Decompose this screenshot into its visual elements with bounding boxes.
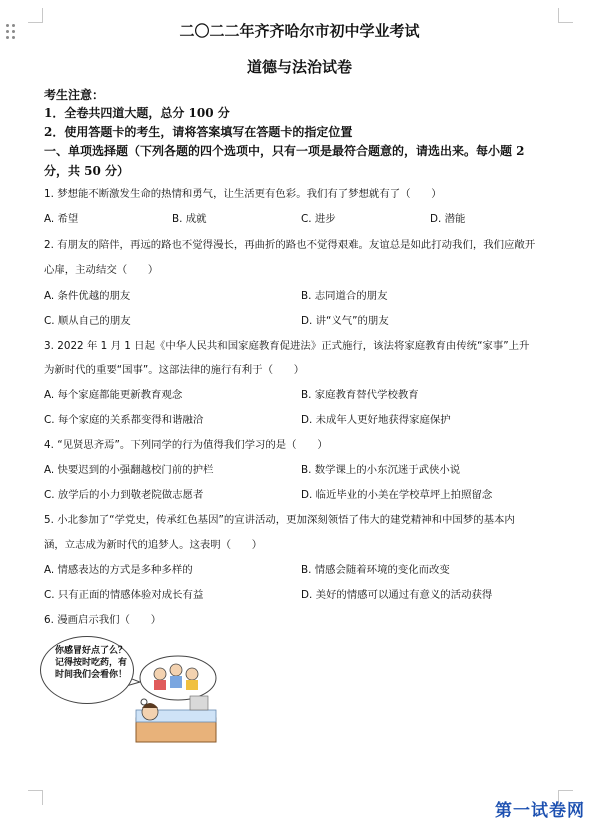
- question-1-option-c: C. 进步: [301, 213, 336, 225]
- question-1-option-b: B. 成就: [172, 213, 207, 225]
- question-3-option-a: A. 每个家庭都能更新教育观念: [44, 389, 183, 401]
- question-3-stem: 3. 2022 年 1 月 1 日起《中华人民共和国家庭教育促进法》正式施行，该法将家庭教育由传统“家事”上升: [44, 340, 530, 352]
- question-5-stem: 5. 小北参加了“学党史，传承红色基因”的宣讲活动，更加深刻领悟了伟大的建党精神和中国梦的基本内: [44, 514, 515, 526]
- site-logo[interactable]: 第一试卷网: [495, 801, 585, 821]
- notice-heading: 考生注意：: [44, 88, 105, 102]
- cartoon-illustration: [40, 636, 235, 746]
- question-2-option-c: C. 顺从自己的朋友: [44, 315, 131, 327]
- question-2-stem: 2. 有朋友的陪伴，再远的路也不觉得漫长，再曲折的路也不觉得艰难。友谊总是如此打动我们，我们应敞开: [44, 239, 536, 251]
- question-2-option-d: D. 讲“义气”的朋友: [301, 315, 389, 327]
- section-1-heading-cont: 分，共 50 分）: [44, 164, 130, 178]
- question-4-option-c: C. 放学后的小力到敬老院做志愿者: [44, 489, 204, 501]
- question-4-option-d: D. 临近毕业的小美在学校草坪上拍照留念: [301, 489, 493, 501]
- question-5-stem-cont: 涵，立志成为新时代的追梦人。这表明（ ）: [44, 539, 263, 551]
- question-2-option-a: A. 条件优越的朋友: [44, 290, 131, 302]
- notice-item-2: 2．使用答题卡的考生，请将答案填写在答题卡的指定位置: [44, 125, 353, 139]
- question-3-stem-cont: 为新时代的重要“国事”。这部法律的施行有利于（ ）: [44, 364, 305, 376]
- page-subtitle: 道德与法治试卷: [246, 58, 352, 76]
- question-1-option-a: A. 希望: [44, 213, 79, 225]
- crop-mark-bottom-left: [28, 790, 43, 805]
- question-1-stem: 1. 梦想能不断激发生命的热情和勇气，让生活更有色彩。我们有了梦想就有了（ ）: [44, 188, 442, 200]
- question-4-option-b: B. 数学课上的小东沉迷于武侠小说: [301, 464, 461, 476]
- question-5-option-a: A. 情感表达的方式是多种多样的: [44, 564, 193, 576]
- question-3-option-b: B. 家庭教育替代学校教育: [301, 389, 419, 401]
- section-1-heading: 一、单项选择题（下列各题的四个选项中，只有一项是最符合题意的，请选出来。每小题 2: [44, 144, 525, 158]
- question-4-stem: 4. “见贤思齐焉”。下列同学的行为值得我们学习的是（ ）: [44, 439, 328, 451]
- question-4-option-a: A. 快要迟到的小强翻越校门前的护栏: [44, 464, 214, 476]
- question-2-option-b: B. 志同道合的朋友: [301, 290, 388, 302]
- notice-item-1: 1．全卷共四道大题，总分 100 分: [44, 106, 230, 120]
- question-5-option-c: C. 只有正面的情感体验对成长有益: [44, 589, 204, 601]
- question-3-option-d: D. 未成年人更好地获得家庭保护: [301, 414, 451, 426]
- speech-bubble-text: 你感冒好点了么？记得按时吃药，有时间我们会看你！: [55, 646, 128, 680]
- speech-bubble: [40, 636, 134, 704]
- question-5-option-b: B. 情感会随着环境的变化而改变: [301, 564, 450, 576]
- question-1-option-d: D. 潜能: [430, 213, 466, 225]
- question-3-option-c: C. 每个家庭的关系都变得和谐融洽: [44, 414, 204, 426]
- question-6-stem: 6. 漫画启示我们（ ）: [44, 614, 162, 626]
- question-2-stem-cont: 心扉，主动结交（ ）: [44, 264, 159, 276]
- question-5-option-d: D. 美好的情感可以通过有意义的活动获得: [301, 589, 493, 601]
- page-title: 二〇二二年齐齐哈尔市初中学业考试: [179, 22, 420, 40]
